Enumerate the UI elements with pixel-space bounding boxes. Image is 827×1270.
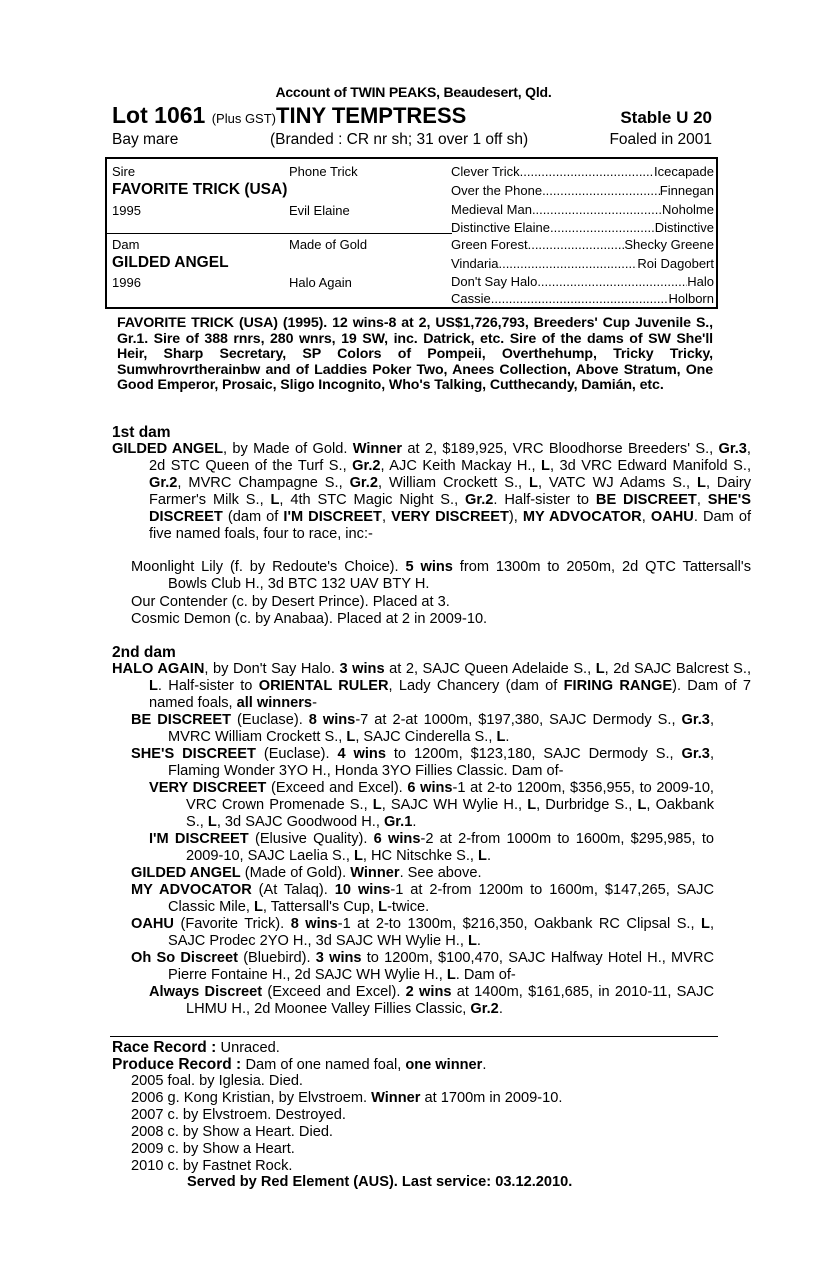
plus-gst: (Plus GST) (211, 111, 277, 126)
progeny-entry: Oh So Discreet (Bluebird). 3 wins to 1200m, $100,470, SAJC Halfway Hotel H., MVRC Pierre Fontaine H., 2d SAJC WH Wylie H., L. Dam of- (131, 950, 714, 983)
produce-line: 2009 c. by Show a Heart. (131, 1141, 295, 1157)
pedigree-divider (107, 233, 452, 234)
race-record: Race Record : Unraced. (112, 1039, 280, 1056)
dam-sire: Made of Gold (289, 237, 368, 252)
sire-dam: Evil Elaine (289, 203, 350, 218)
brand-info: (Branded : CR nr sh; 31 over 1 off sh) (270, 131, 529, 148)
service-info: Served by Red Element (AUS). Last service: 03.12.2010. (187, 1174, 573, 1190)
sire-year: 1995 (112, 203, 141, 218)
gen3-row: Over the Phone ..... Finnegan (451, 183, 714, 198)
gen3-row: Vindaria ..... Roi Dagobert (451, 256, 714, 271)
foal-entry: Moonlight Lily (f. by Redoute's Choice). 5 wins from 1300m to 2050m, 2d QTC Tattersall's Bowls Club H., 3d BTC 132 UAV BTY H. (131, 559, 751, 592)
gen3-row: Green Forest ..... Shecky Greene (451, 237, 714, 252)
progeny-entry: VERY DISCREET (Exceed and Excel). 6 wins-1 at 2-to 1200m, $356,955, to 2009-10, VRC Crown Promenade S., L, SAJC WH Wylie H., L, Durbridge S., L, Oakbank S., L, 3d SAJC Goodwood H., Gr.1. (149, 780, 714, 830)
produce-line: 2006 g. Kong Kristian, by Elvstroem. Winner at 1700m in 2009-10. (131, 1090, 563, 1106)
pedigree-table (105, 157, 718, 309)
produce-line: 2007 c. by Elvstroem. Destroyed. (131, 1107, 346, 1123)
progeny-entry: MY ADVOCATOR (At Talaq). 10 wins-1 at 2-from 1200m to 1600m, $147,265, SAJC Classic Mile, L, Tattersall's Cup, L-twice. (131, 882, 715, 915)
dam-dam: Halo Again (289, 275, 352, 290)
dam-year: 1996 (112, 275, 141, 290)
progeny-entry: OAHU (Favorite Trick). 8 wins-1 at 2-to 1300m, $216,350, Oakbank RC Clipsal S., L, SAJC Prodec 2YO H., 3d SAJC WH Wylie H., L. (131, 916, 714, 949)
lot-number: Lot 1061 (112, 102, 206, 128)
gen3-row: Clever Trick ..... Icecapade (451, 164, 714, 179)
gen3-row: Medieval Man ..... Noholme (451, 202, 714, 217)
sire-sire: Phone Trick (289, 164, 358, 179)
progeny-entry: SHE'S DISCREET (Euclase). 4 wins to 1200m, $123,180, SAJC Dermody S., Gr.3, Flaming Wonder 3YO H., Honda 3YO Fillies Classic. Dam of- (131, 746, 714, 779)
produce-line: 2005 foal. by Iglesia. Died. (131, 1073, 303, 1089)
second-dam-paragraph: HALO AGAIN, by Don't Say Halo. 3 wins at 2, SAJC Queen Adelaide S., L, 2d SAJC Balcrest S., L. Half-sister to ORIENTAL RULER, Lady Chancery (dam of FIRING RANGE). Dam of 7 named foals, all winners- (112, 661, 752, 711)
sire-summary: FAVORITE TRICK (USA) (1995). 12 wins-8 at 2, US$1,726,793, Breeders' Cup Juvenile S., Gr.1. Sire of 388 rnrs, 280 wnrs, 19 SW, inc. Datrick, etc. Sire of the dams of SW She'll Heir, Sharp Secretary, SP Colors of Pompeii, Overthehump, Tricky Tricky, Sumwhrovrtherainbw and of Laddies Poker Two, Anees Collection, Above Stratum, One Good Emperor, Prosaic, Sligo Incognito, Who's Talking, Cutthecandy, Damián, etc. (117, 315, 713, 393)
foal-entry: Our Contender (c. by Desert Prince). Placed at 3. (131, 594, 450, 610)
divider-line (110, 1036, 718, 1037)
horse-description: Bay mare (112, 131, 179, 148)
gen3-row: Cassie ..... Holborn (451, 291, 714, 306)
gen3-row: Distinctive Elaine ..... Distinctive (451, 220, 714, 235)
progeny-entry: GILDED ANGEL (Made of Gold). Winner. See above. (131, 865, 482, 881)
produce-line: 2010 c. by Fastnet Rock. (131, 1158, 293, 1174)
gen3-row: Don't Say Halo ..... Halo (451, 274, 714, 289)
progeny-entry: BE DISCREET (Euclase). 8 wins-7 at 2-at 1000m, $197,380, SAJC Dermody S., Gr.3, MVRC William Crockett S., L, SAJC Cinderella S., L. (131, 712, 714, 745)
stable-number: Stable U 20 (620, 108, 712, 127)
produce-line: 2008 c. by Show a Heart. Died. (131, 1124, 333, 1140)
dam-label: Dam (112, 237, 140, 252)
progeny-entry: I'M DISCREET (Elusive Quality). 6 wins-2 at 2-from 1000m to 1600m, $295,985, to 2009-10, SAJC Laelia S., L, HC Nitschke S., L. (149, 831, 715, 864)
dam-name: GILDED ANGEL (112, 254, 229, 271)
first-dam-paragraph: GILDED ANGEL, by Made of Gold. Winner at 2, $189,925, VRC Bloodhorse Breeders' S., Gr.3, 2d STC Queen of the Turf S., Gr.2, AJC Keith Mackay H., L, 3d VRC Edward Manifold S., Gr.2, MVRC Champagne S., Gr.2, William Crockett S., L, VATC WJ Adams S., L, Dairy Farmer's Milk S., L, 4th STC Magic Night S., Gr.2. Half-sister to BE DISCREET, SHE'S DISCREET (dam of I'M DISCREET, VERY DISCREET), MY ADVOCATOR, OAHU. Dam of five named foals, four to race, inc:- (112, 441, 752, 542)
sire-name: FAVORITE TRICK (USA) (112, 181, 288, 198)
foal-entry: Cosmic Demon (c. by Anabaa). Placed at 2 in 2009-10. (131, 611, 488, 627)
foaled-year: Foaled in 2001 (609, 131, 712, 148)
sire-label: Sire (112, 164, 136, 179)
lot-title (112, 102, 466, 129)
progeny-entry: Always Discreet (Exceed and Excel). 2 wins at 1400m, $161,685, in 2010-11, SAJC LHMU H., 2d Moonee Valley Fillies Classic, Gr.2. (149, 984, 714, 1017)
produce-record: Produce Record : Dam of one named foal, one winner. (112, 1056, 487, 1073)
horse-name: TINY TEMPTRESS (276, 103, 467, 128)
first-dam-heading: 1st dam (112, 424, 171, 441)
second-dam-heading: 2nd dam (112, 644, 176, 661)
vendor-account: Account of TWIN PEAKS, Beaudesert, Qld. (275, 84, 552, 100)
